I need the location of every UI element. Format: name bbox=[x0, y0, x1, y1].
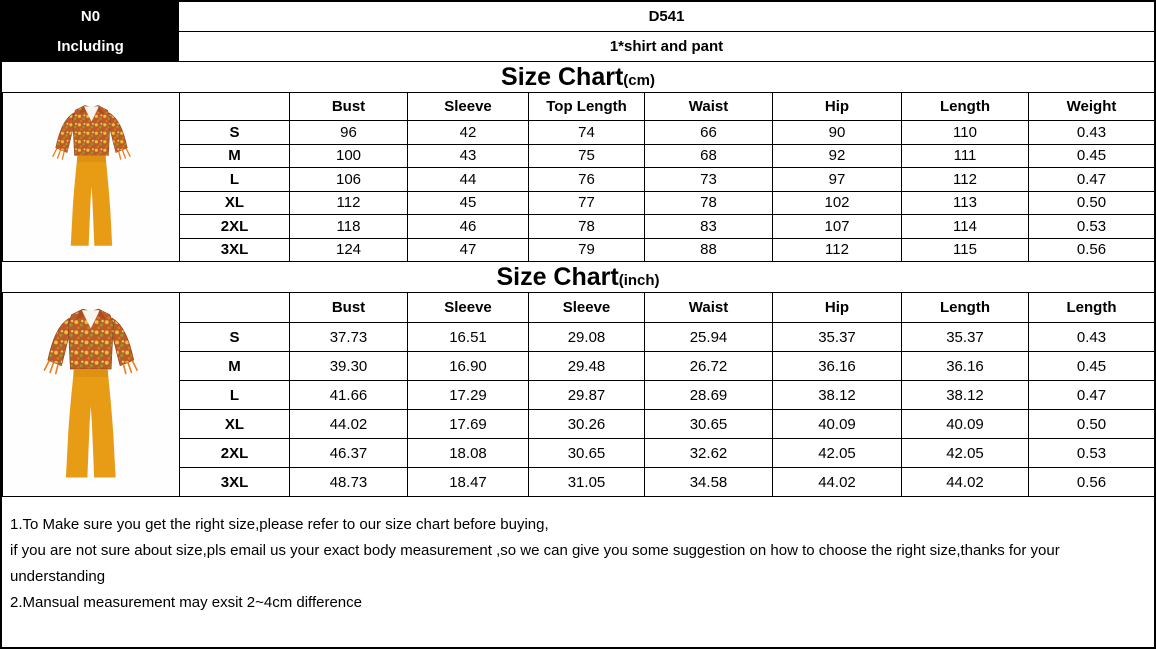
size-label-cell: M bbox=[180, 144, 290, 168]
column-header bbox=[180, 93, 290, 121]
outfit-image bbox=[3, 97, 179, 257]
measurement-cell: 43 bbox=[408, 144, 529, 168]
including-label: Including bbox=[2, 32, 179, 62]
header-row bbox=[3, 93, 1155, 121]
column-header: Waist bbox=[645, 93, 773, 121]
size-label-cell: 2XL bbox=[180, 439, 290, 468]
size-chart-cm-heading bbox=[2, 62, 1154, 92]
measurement-cell: 114 bbox=[902, 215, 1029, 239]
column-header: Sleeve bbox=[408, 93, 529, 121]
measurement-cell: 29.87 bbox=[529, 381, 645, 410]
measurement-cell: 78 bbox=[645, 191, 773, 215]
measurement-cell: 32.62 bbox=[645, 439, 773, 468]
measurement-cell: 44.02 bbox=[902, 468, 1029, 497]
measurement-cell: 34.58 bbox=[645, 468, 773, 497]
measurement-cell: 74 bbox=[529, 121, 645, 145]
measurement-cell: 36.16 bbox=[902, 352, 1029, 381]
product-info-grid bbox=[2, 2, 1154, 62]
size-label-cell: XL bbox=[180, 191, 290, 215]
measurement-cell: 0.56 bbox=[1029, 468, 1155, 497]
measurement-cell: 113 bbox=[902, 191, 1029, 215]
measurement-cell: 42 bbox=[408, 121, 529, 145]
measurement-cell: 26.72 bbox=[645, 352, 773, 381]
measurement-cell: 100 bbox=[290, 144, 408, 168]
measurement-cell: 48.73 bbox=[290, 468, 408, 497]
measurement-cell: 110 bbox=[902, 121, 1029, 145]
including-value: 1*shirt and pant bbox=[179, 32, 1154, 62]
column-header: Length bbox=[902, 293, 1029, 323]
measurement-cell: 0.43 bbox=[1029, 121, 1155, 145]
measurement-cell: 115 bbox=[902, 238, 1029, 262]
measurement-cell: 0.45 bbox=[1029, 144, 1155, 168]
measurement-cell: 90 bbox=[773, 121, 902, 145]
shirt-and-pant-icon bbox=[23, 299, 159, 491]
measurement-cell: 37.73 bbox=[290, 323, 408, 352]
measurement-cell: 30.65 bbox=[645, 410, 773, 439]
measurement-cell: 79 bbox=[529, 238, 645, 262]
column-header: Top Length bbox=[529, 93, 645, 121]
measurement-cell: 42.05 bbox=[902, 439, 1029, 468]
measurement-cell: 92 bbox=[773, 144, 902, 168]
no-value: D541 bbox=[179, 2, 1154, 32]
measurement-cell: 112 bbox=[902, 168, 1029, 192]
size-chart-inch-title: Size Chart bbox=[496, 263, 619, 291]
header-row bbox=[3, 293, 1155, 323]
measurement-cell: 112 bbox=[290, 191, 408, 215]
column-header: Weight bbox=[1029, 93, 1155, 121]
shirt-and-pant-icon bbox=[35, 97, 148, 257]
size-label-cell: 2XL bbox=[180, 215, 290, 239]
size-chart-cm-unit: (cm) bbox=[623, 72, 655, 89]
measurement-cell: 106 bbox=[290, 168, 408, 192]
measurement-cell: 40.09 bbox=[773, 410, 902, 439]
note-line-2: if you are not sure about size,pls email us your exact body measurement ,so we can give you some suggestion on how to choose the right size,thanks for your bbox=[10, 542, 1060, 559]
size-label-cell: S bbox=[180, 323, 290, 352]
notes bbox=[2, 497, 1154, 616]
measurement-cell: 66 bbox=[645, 121, 773, 145]
size-label-cell: L bbox=[180, 381, 290, 410]
measurement-cell: 0.56 bbox=[1029, 238, 1155, 262]
column-header: Bust bbox=[290, 93, 408, 121]
measurement-cell: 0.45 bbox=[1029, 352, 1155, 381]
measurement-cell: 77 bbox=[529, 191, 645, 215]
size-chart-cm-title: Size Chart bbox=[501, 63, 624, 91]
column-header: Hip bbox=[773, 293, 902, 323]
column-header: Length bbox=[902, 93, 1029, 121]
column-header: Hip bbox=[773, 93, 902, 121]
measurement-cell: 29.48 bbox=[529, 352, 645, 381]
measurement-cell: 75 bbox=[529, 144, 645, 168]
column-header: Sleeve bbox=[529, 293, 645, 323]
note-line-1: 1.To Make sure you get the right size,please refer to our size chart before buying, bbox=[10, 516, 549, 533]
measurement-cell: 35.37 bbox=[902, 323, 1029, 352]
measurement-cell: 111 bbox=[902, 144, 1029, 168]
measurement-cell: 0.53 bbox=[1029, 439, 1155, 468]
measurement-cell: 112 bbox=[773, 238, 902, 262]
measurement-cell: 40.09 bbox=[902, 410, 1029, 439]
size-table-cm bbox=[2, 92, 1155, 262]
measurement-cell: 30.65 bbox=[529, 439, 645, 468]
no-label: N0 bbox=[2, 2, 179, 32]
measurement-cell: 17.29 bbox=[408, 381, 529, 410]
size-label-cell: XL bbox=[180, 410, 290, 439]
note-line-4: 2.Mansual measurement may exsit 2~4cm difference bbox=[10, 594, 362, 611]
measurement-cell: 42.05 bbox=[773, 439, 902, 468]
size-label-cell: L bbox=[180, 168, 290, 192]
measurement-cell: 16.51 bbox=[408, 323, 529, 352]
size-chart-inch-unit: (inch) bbox=[618, 272, 660, 289]
measurement-cell: 0.53 bbox=[1029, 215, 1155, 239]
measurement-cell: 44.02 bbox=[290, 410, 408, 439]
measurement-cell: 0.47 bbox=[1029, 381, 1155, 410]
measurement-cell: 29.08 bbox=[529, 323, 645, 352]
measurement-cell: 38.12 bbox=[902, 381, 1029, 410]
measurement-cell: 46 bbox=[408, 215, 529, 239]
measurement-cell: 28.69 bbox=[645, 381, 773, 410]
product-photo-cm bbox=[3, 93, 180, 262]
measurement-cell: 45 bbox=[408, 191, 529, 215]
measurement-cell: 38.12 bbox=[773, 381, 902, 410]
measurement-cell: 44 bbox=[408, 168, 529, 192]
measurement-cell: 0.47 bbox=[1029, 168, 1155, 192]
measurement-cell: 83 bbox=[645, 215, 773, 239]
measurement-cell: 18.47 bbox=[408, 468, 529, 497]
measurement-cell: 17.69 bbox=[408, 410, 529, 439]
column-header: Length bbox=[1029, 293, 1155, 323]
measurement-cell: 73 bbox=[645, 168, 773, 192]
size-label-cell: M bbox=[180, 352, 290, 381]
measurement-cell: 76 bbox=[529, 168, 645, 192]
measurement-cell: 35.37 bbox=[773, 323, 902, 352]
measurement-cell: 97 bbox=[773, 168, 902, 192]
measurement-cell: 107 bbox=[773, 215, 902, 239]
column-header: Sleeve bbox=[408, 293, 529, 323]
measurement-cell: 41.66 bbox=[290, 381, 408, 410]
note-line-3: understanding bbox=[10, 568, 106, 585]
measurement-cell: 47 bbox=[408, 238, 529, 262]
outfit-image bbox=[3, 299, 179, 491]
measurement-cell: 68 bbox=[645, 144, 773, 168]
measurement-cell: 78 bbox=[529, 215, 645, 239]
size-label-cell: 3XL bbox=[180, 238, 290, 262]
measurement-cell: 118 bbox=[290, 215, 408, 239]
measurement-cell: 44.02 bbox=[773, 468, 902, 497]
measurement-cell: 25.94 bbox=[645, 323, 773, 352]
measurement-cell: 39.30 bbox=[290, 352, 408, 381]
product-photo-inch bbox=[3, 293, 180, 497]
size-label-cell: 3XL bbox=[180, 468, 290, 497]
measurement-cell: 30.26 bbox=[529, 410, 645, 439]
measurement-cell: 0.50 bbox=[1029, 410, 1155, 439]
measurement-cell: 124 bbox=[290, 238, 408, 262]
measurement-cell: 36.16 bbox=[773, 352, 902, 381]
measurement-cell: 102 bbox=[773, 191, 902, 215]
measurement-cell: 18.08 bbox=[408, 439, 529, 468]
measurement-cell: 0.43 bbox=[1029, 323, 1155, 352]
size-label-cell: S bbox=[180, 121, 290, 145]
measurement-cell: 16.90 bbox=[408, 352, 529, 381]
measurement-cell: 31.05 bbox=[529, 468, 645, 497]
measurement-cell: 88 bbox=[645, 238, 773, 262]
size-table-inch bbox=[2, 292, 1155, 497]
size-chart-inch-heading bbox=[2, 262, 1154, 292]
column-header: Bust bbox=[290, 293, 408, 323]
measurement-cell: 96 bbox=[290, 121, 408, 145]
measurement-cell: 46.37 bbox=[290, 439, 408, 468]
column-header: Waist bbox=[645, 293, 773, 323]
column-header bbox=[180, 293, 290, 323]
measurement-cell: 0.50 bbox=[1029, 191, 1155, 215]
